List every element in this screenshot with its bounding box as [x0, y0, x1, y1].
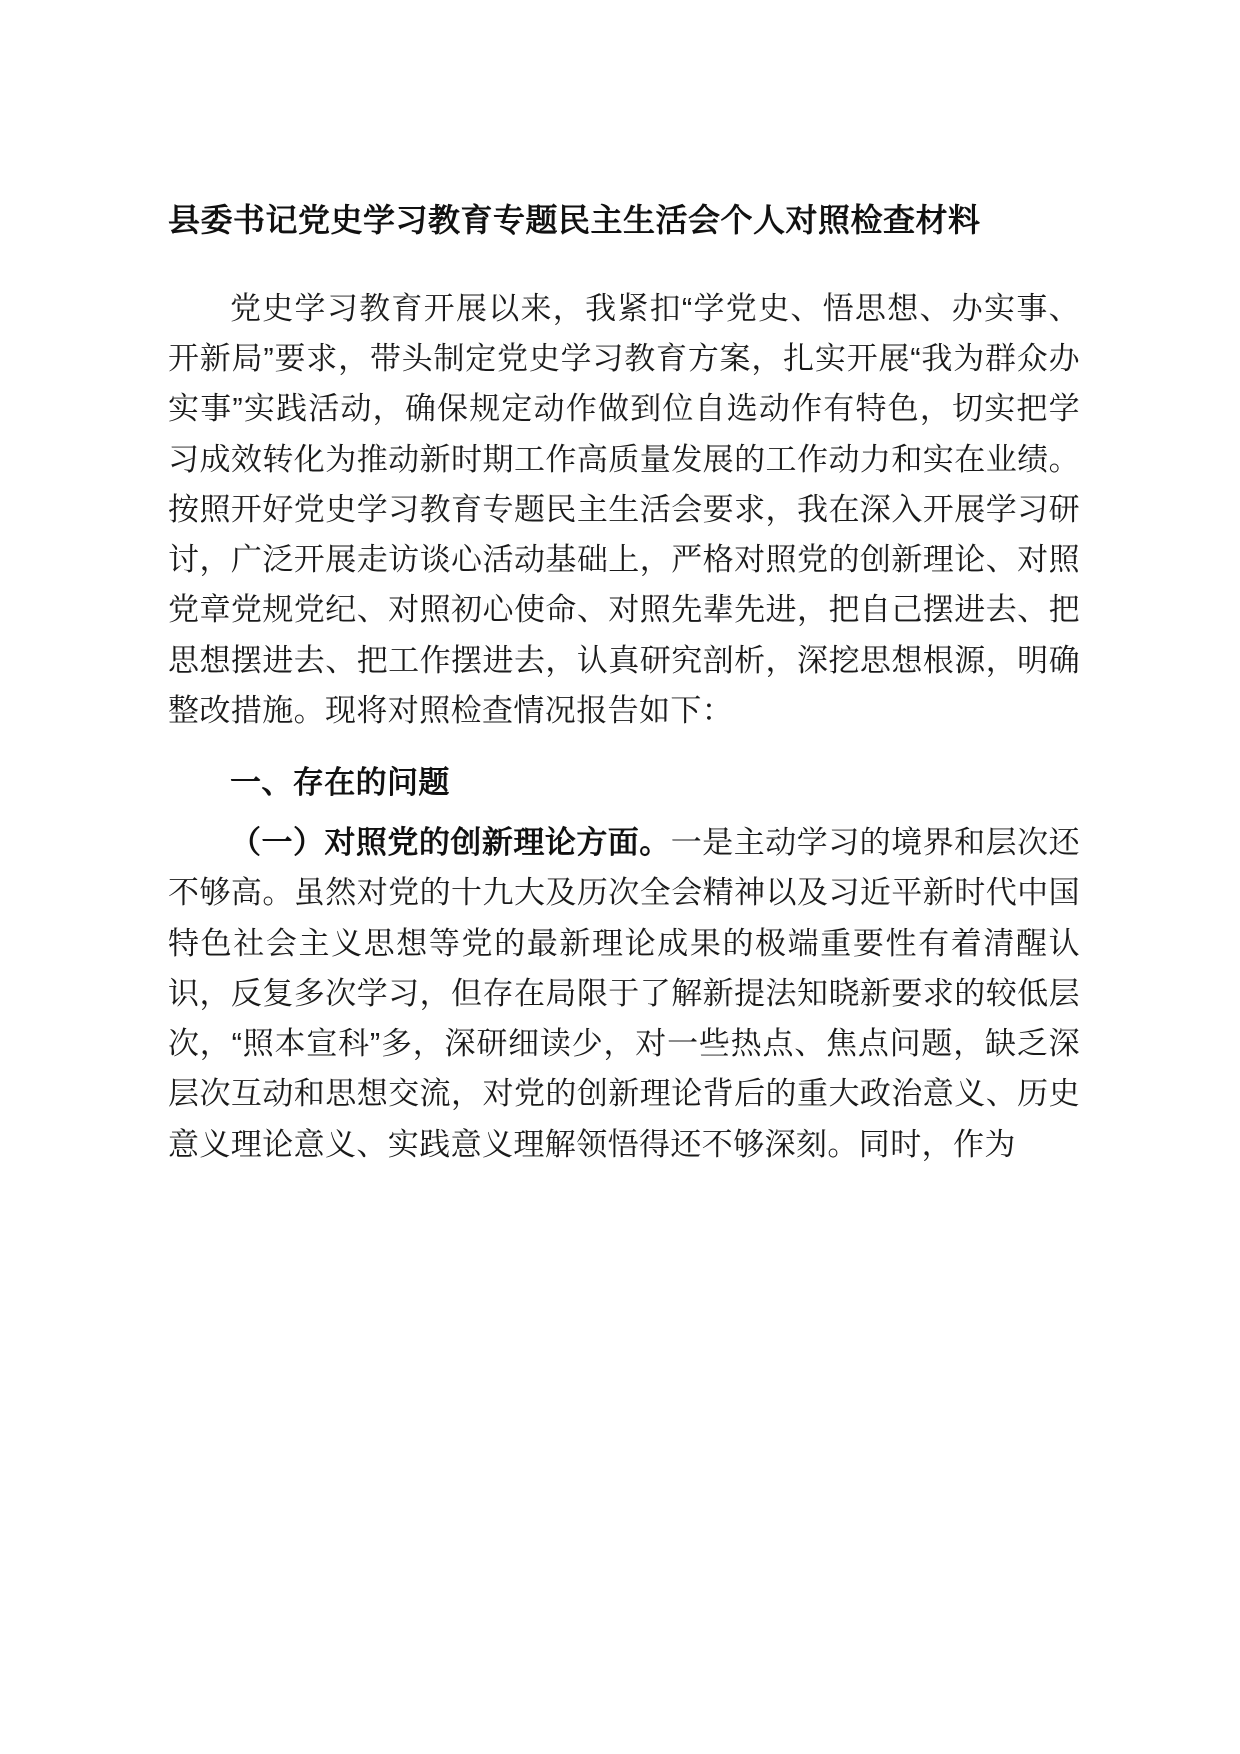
paragraph-subsection-1	[168, 818, 1080, 1170]
subsection-body-text: 一是主动学习的境界和层次还不够高。虽然对党的十九大及历次全会精神以及习近平新时代中国特色社会主义思想等党的最新理论成果的极端重要性有着清醒认识，反复多次学习，但存在局限于了解新提法知晓新要求的较低层次，“照本宣科”多，深研细读少，对一些热点、焦点问题，缺乏深层次互动和思想交流，对党的创新理论背后的重大政治意义、历史意义理论意义、实践意义理解领悟得还不够深刻。同时，作为	[168, 825, 1080, 1162]
paragraph-intro: 党史学习教育开展以来，我紧扣“学党史、悟思想、办实事、开新局”要求，带头制定党史学习教育方案，扎实开展“我为群众办实事”实践活动，确保规定动作做到位自选动作有特色，切实把学习成效转化为推动新时期工作高质量发展的工作动力和实在业绩。按照开好党史学习教育专题民主生活会要求，我在深入开展学习研讨，广泛开展走访谈心活动基础上，严格对照党的创新理论、对照党章党规党纪、对照初心使命、对照先辈先进，把自己摆进去、把思想摆进去、把工作摆进去，认真研究剖析，深挖思想根源，明确整改措施。现将对照检查情况报告如下：	[168, 291, 1080, 728]
section-heading-problems: 一、存在的问题	[230, 764, 450, 800]
page-title: 县委书记党史学习教育专题民主生活会个人对照检查材料	[168, 202, 981, 238]
subsection-lead-label: （一）对照党的创新理论方面。	[230, 825, 671, 861]
